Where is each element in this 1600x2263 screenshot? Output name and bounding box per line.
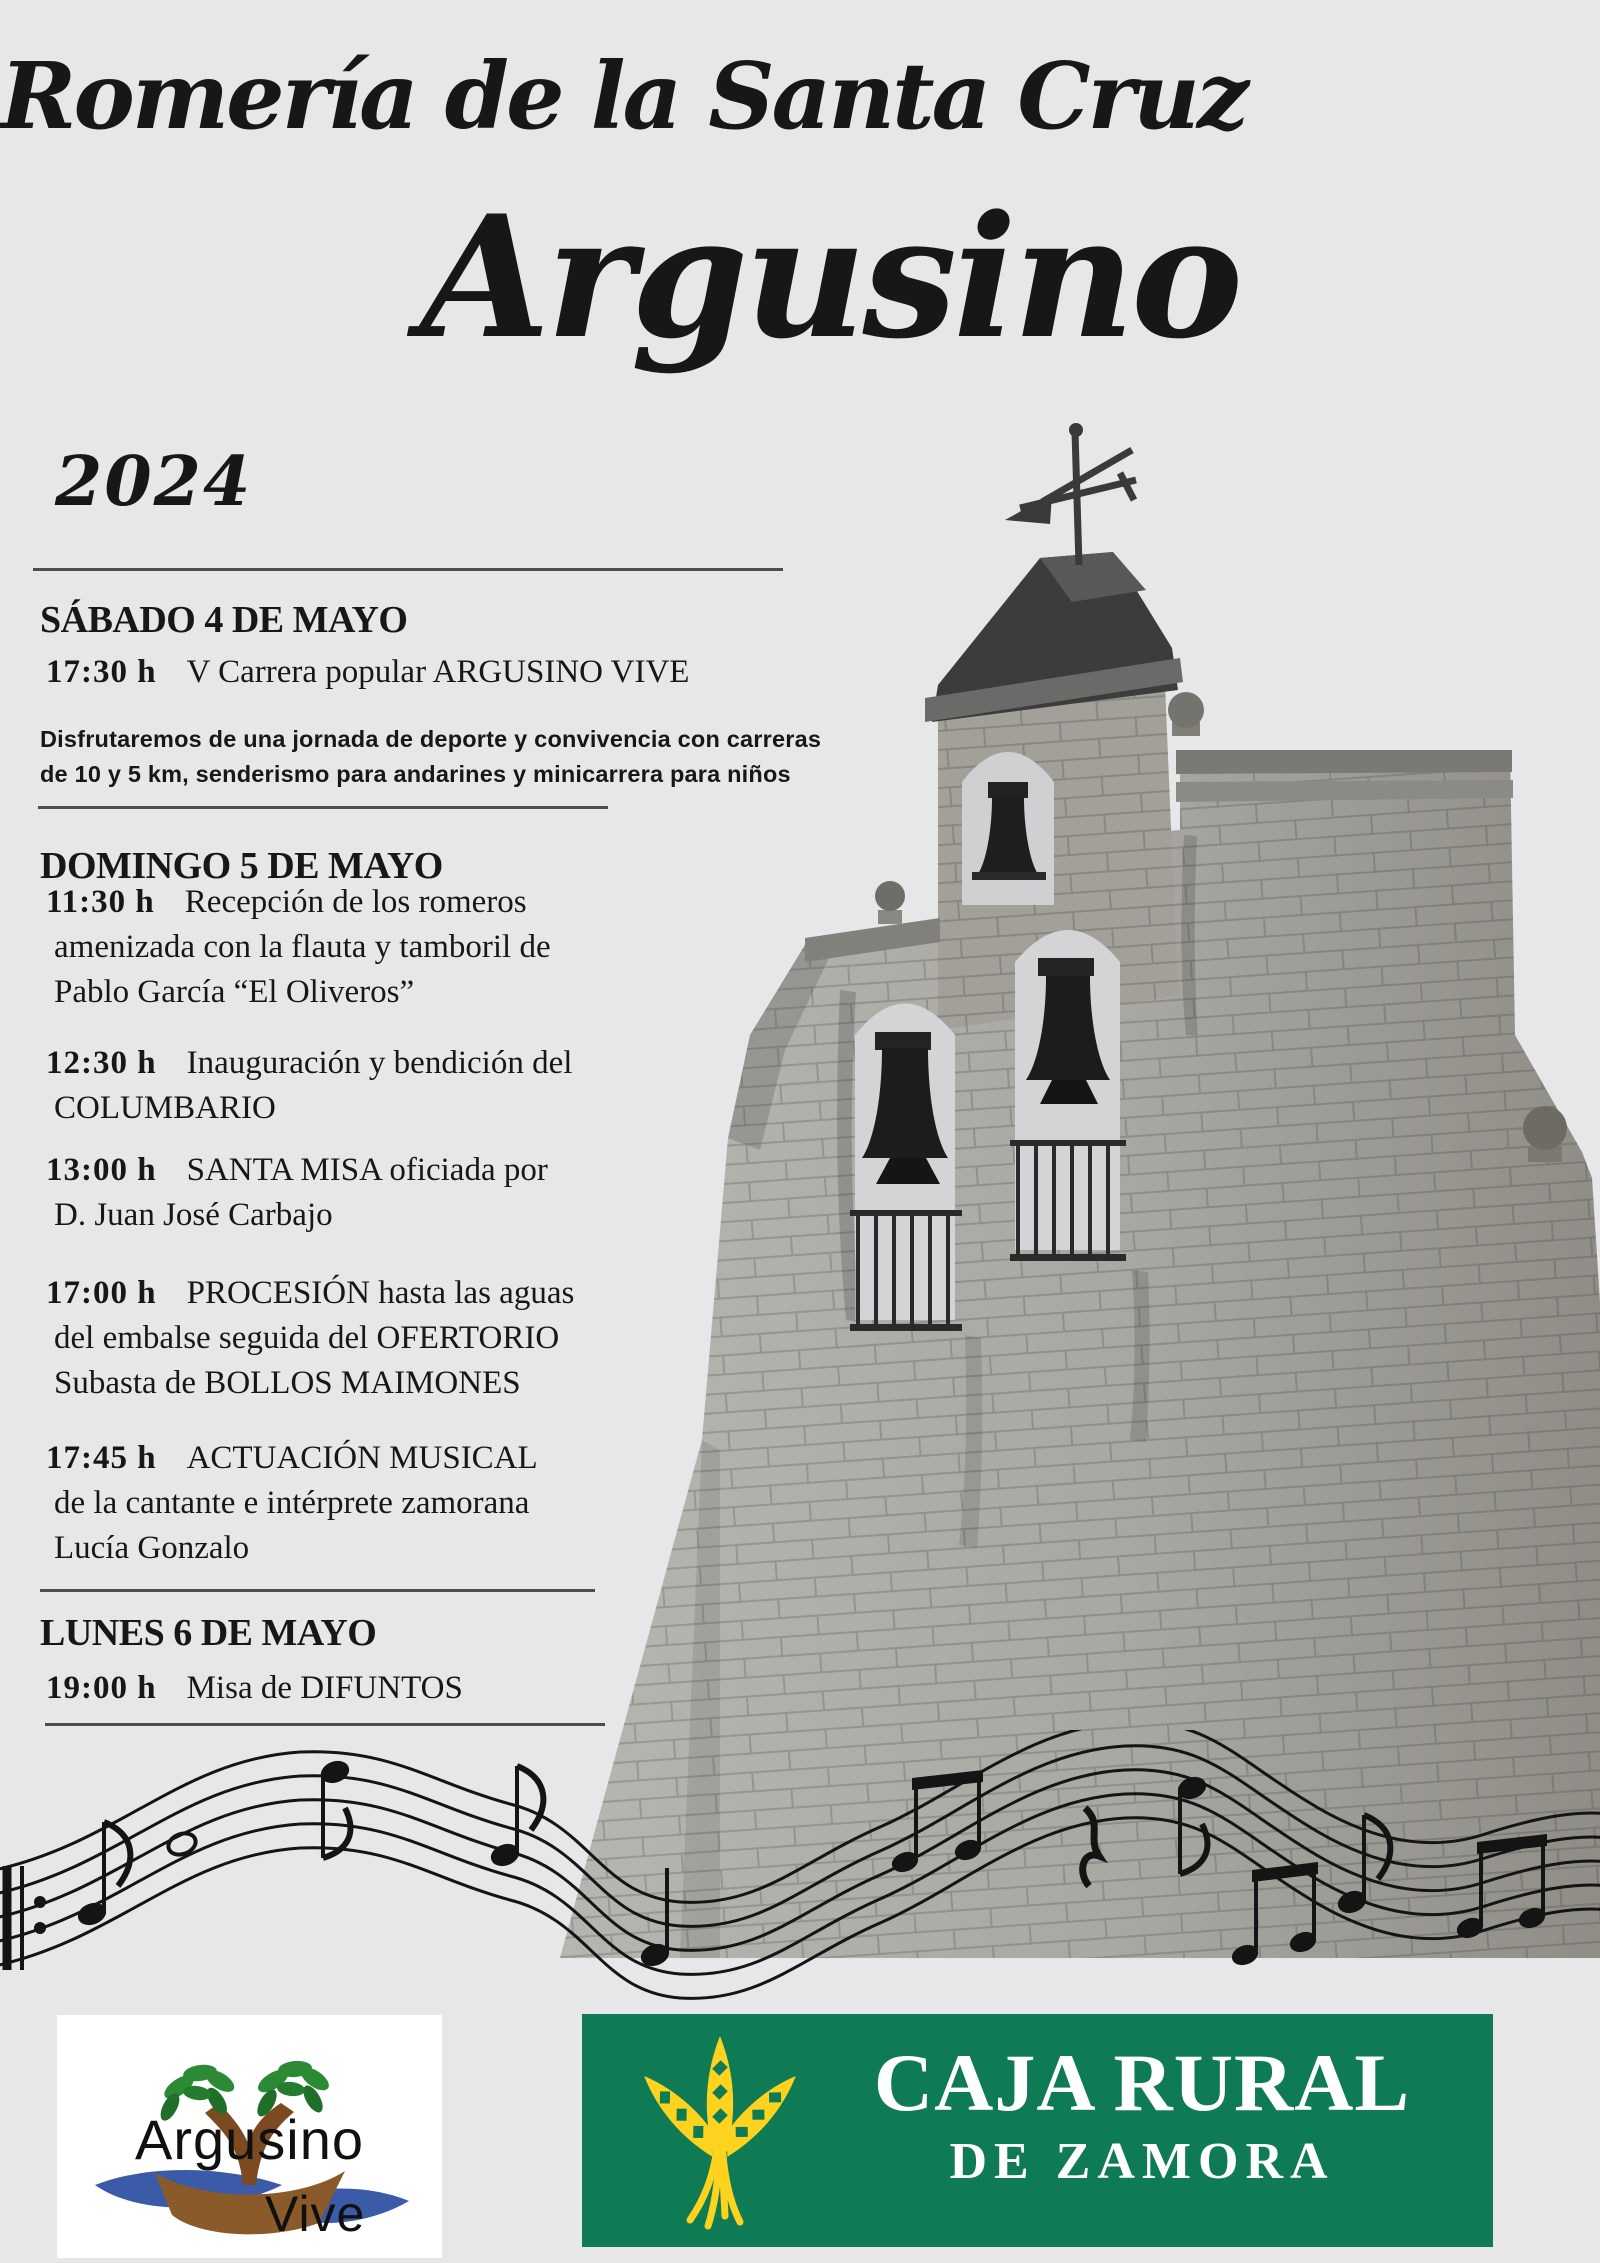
event-time: 17:45 h: [46, 1440, 157, 1476]
schedule-item: [46, 1436, 538, 1571]
event-text: Pablo García “El Oliveros”: [54, 974, 415, 1010]
event-text: Subasta de BOLLOS MAIMONES: [54, 1365, 521, 1401]
argusino-vive-logo: [57, 2015, 442, 2258]
event-text: COLUMBARIO: [54, 1090, 276, 1126]
argusino-vive-logo-text: Argusino: [134, 2108, 365, 2171]
schedule-item: [46, 1271, 574, 1406]
poster-title-town: Argusino: [420, 178, 1240, 376]
event-time: 13:00 h: [46, 1152, 157, 1188]
event-text: Lucía Gonzalo: [54, 1530, 250, 1566]
music-staff-decoration: [0, 1730, 1600, 2030]
event-text: SANTA MISA oficiada por: [186, 1152, 548, 1188]
event-text: Inauguración y bendición del: [186, 1045, 573, 1081]
event-note-line: de 10 y 5 km, senderismo para andarines y minicarrera para niños: [40, 761, 791, 787]
separator-line: [45, 1723, 605, 1726]
event-text: del embalse seguida del OFERTORIO: [54, 1320, 560, 1356]
church-bell-tower-photo: [420, 290, 1600, 1958]
day-heading-monday: LUNES 6 DE MAYO: [40, 1612, 377, 1654]
event-text: ACTUACIÓN MUSICAL: [186, 1440, 538, 1476]
separator-line: [40, 1589, 595, 1592]
event-note-line: Disfrutaremos de una jornada de deporte y convivencia con carreras: [40, 726, 822, 752]
event-time: 11:30 h: [46, 884, 155, 920]
event-text: de la cantante e intérprete zamorana: [54, 1485, 530, 1521]
event-text: Recepción de los romeros: [184, 884, 527, 920]
caja-rural-logo-text: CAJA RURAL: [873, 2037, 1411, 2128]
argusino-vive-logo-text2: Vive: [265, 2186, 366, 2242]
separator-line: [38, 806, 608, 809]
day-heading-sunday: DOMINGO 5 DE MAYO: [40, 845, 443, 887]
event-text: Misa de DIFUNTOS: [186, 1670, 463, 1706]
event-time: 12:30 h: [46, 1045, 157, 1081]
separator-line: [33, 568, 783, 571]
event-time: 17:00 h: [46, 1275, 157, 1311]
schedule-item: [46, 650, 689, 695]
event-note: [40, 722, 821, 792]
caja-rural-logo: [582, 2014, 1493, 2247]
wheat-icon: [600, 2014, 840, 2247]
event-text: amenizada con la flauta y tamboril de: [54, 929, 551, 965]
event-text: V Carrera popular ARGUSINO VIVE: [186, 654, 690, 690]
event-time: 17:30 h: [46, 654, 157, 690]
poster-year: 2024: [55, 442, 253, 522]
schedule-item: [46, 1041, 572, 1131]
day-heading-saturday: SÁBADO 4 DE MAYO: [40, 599, 408, 641]
schedule-item: [46, 1148, 548, 1238]
weathervane-cross-icon: [1005, 423, 1136, 565]
event-text: PROCESIÓN hasta las aguas: [186, 1275, 575, 1311]
event-text: D. Juan José Carbajo: [54, 1197, 333, 1233]
schedule-item: [46, 880, 551, 1015]
event-time: 19:00 h: [46, 1670, 157, 1706]
schedule-item: [46, 1666, 463, 1711]
poster-title: Romería de la Santa Cruz: [0, 42, 1247, 150]
caja-rural-logo-text2: DE ZAMORA: [949, 2133, 1335, 2190]
